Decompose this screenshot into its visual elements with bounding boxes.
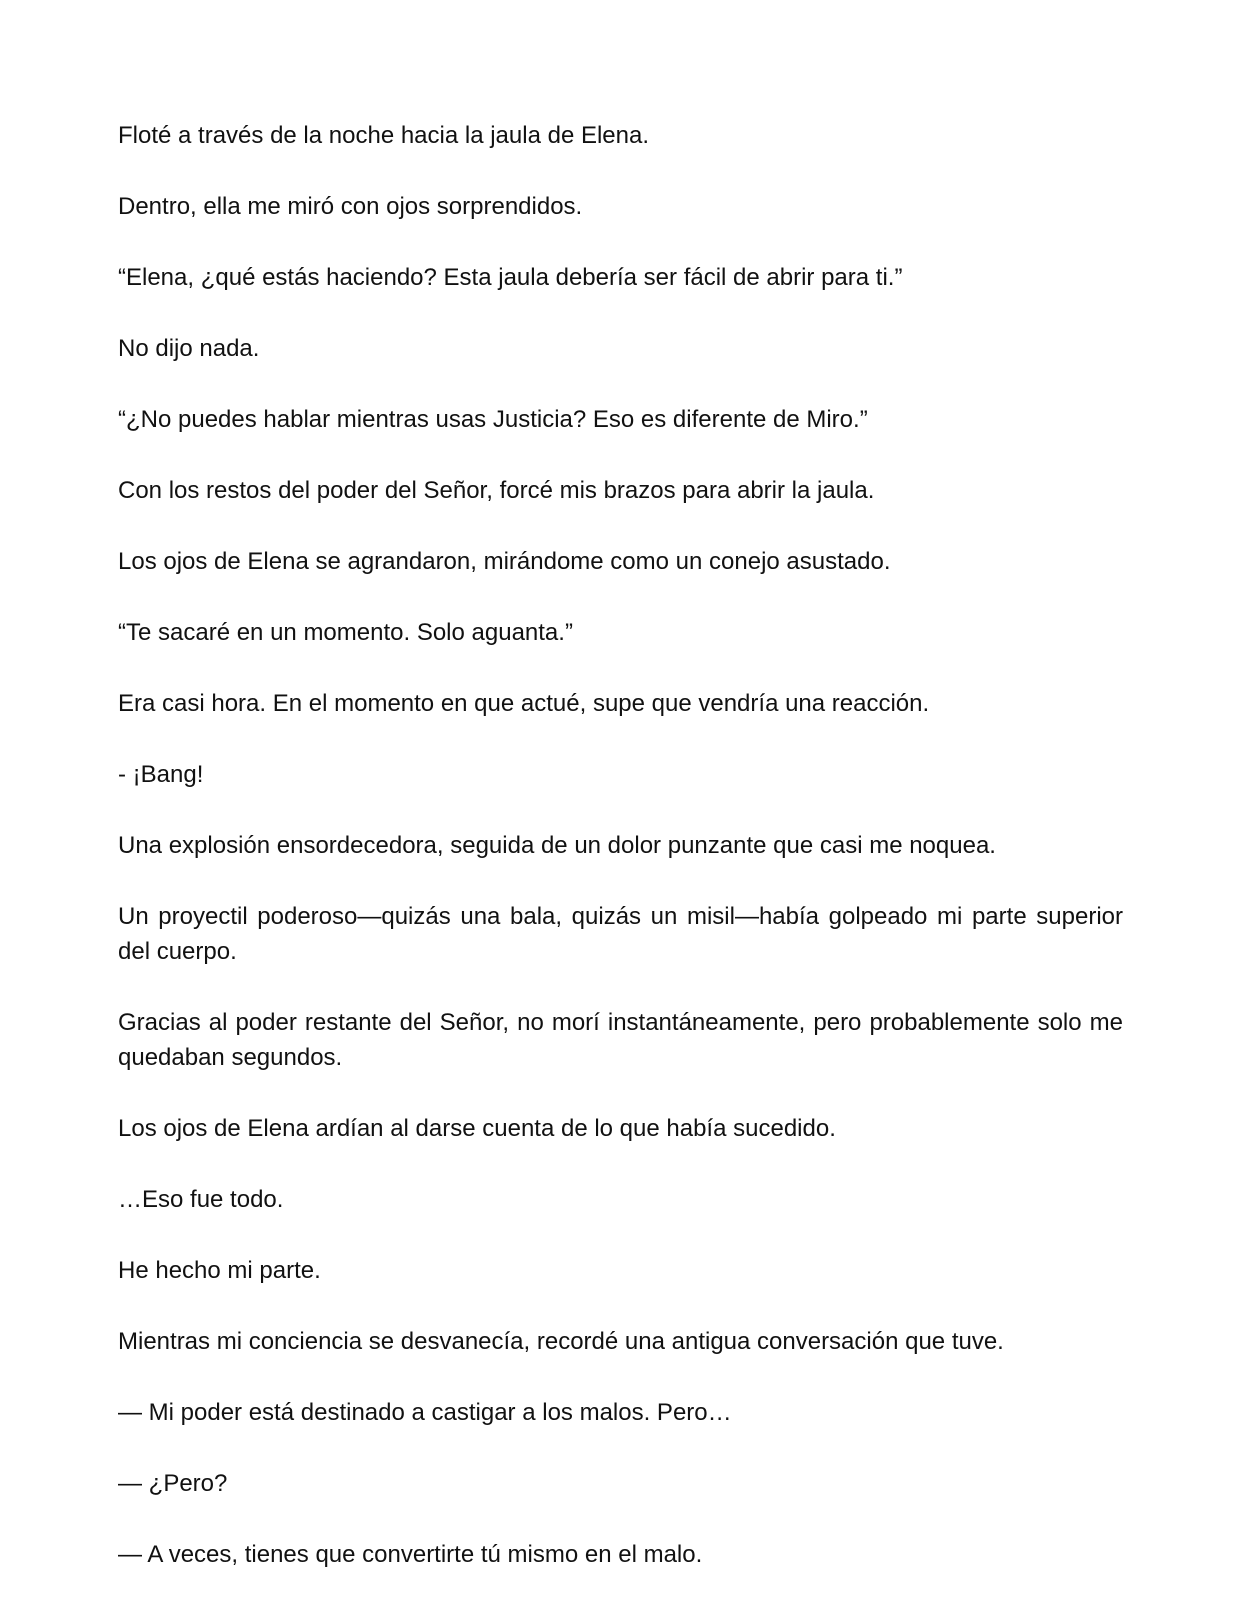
paragraph: Era casi hora. En el momento en que actué, supe que vendría una reacción. (118, 690, 930, 717)
document-body (118, 118, 1123, 1608)
paragraph: Gracias al poder restante del Señor, no morí instantáneamente, pero probablemente solo me quedaban segundos. (118, 1009, 1123, 1071)
paragraph: Con los restos del poder del Señor, forcé mis brazos para abrir la jaula. (118, 477, 875, 504)
paragraph: He hecho mi parte. (118, 1257, 321, 1284)
paragraph: - ¡Bang! (118, 761, 204, 788)
paragraph: Mientras mi conciencia se desvanecía, recordé una antigua conversación que tuve. (118, 1328, 1004, 1355)
paragraph: Un proyectil poderoso—quizás una bala, quizás un misil—había golpeado mi parte superior del cuerpo. (118, 903, 1123, 965)
paragraph: Una explosión ensordecedora, seguida de un dolor punzante que casi me noquea. (118, 832, 996, 859)
paragraph: Los ojos de Elena ardían al darse cuenta de lo que había sucedido. (118, 1115, 836, 1142)
paragraph: — ¿Pero? (118, 1470, 228, 1497)
paragraph: No dijo nada. (118, 335, 260, 362)
paragraph: Dentro, ella me miró con ojos sorprendidos. (118, 193, 583, 220)
paragraph: Los ojos de Elena se agrandaron, mirándome como un conejo asustado. (118, 548, 891, 575)
paragraph: “¿No puedes hablar mientras usas Justicia? Eso es diferente de Miro.” (118, 406, 868, 433)
paragraph: — A veces, tienes que convertirte tú mismo en el malo. (118, 1541, 703, 1568)
paragraph: “Te sacaré en un momento. Solo aguanta.” (118, 619, 573, 646)
paragraph: Floté a través de la noche hacia la jaula de Elena. (118, 122, 650, 149)
paragraph: — Mi poder está destinado a castigar a los malos. Pero… (118, 1399, 732, 1426)
paragraph: “Elena, ¿qué estás haciendo? Esta jaula debería ser fácil de abrir para ti.” (118, 264, 903, 291)
paragraph: …Eso fue todo. (118, 1186, 284, 1213)
